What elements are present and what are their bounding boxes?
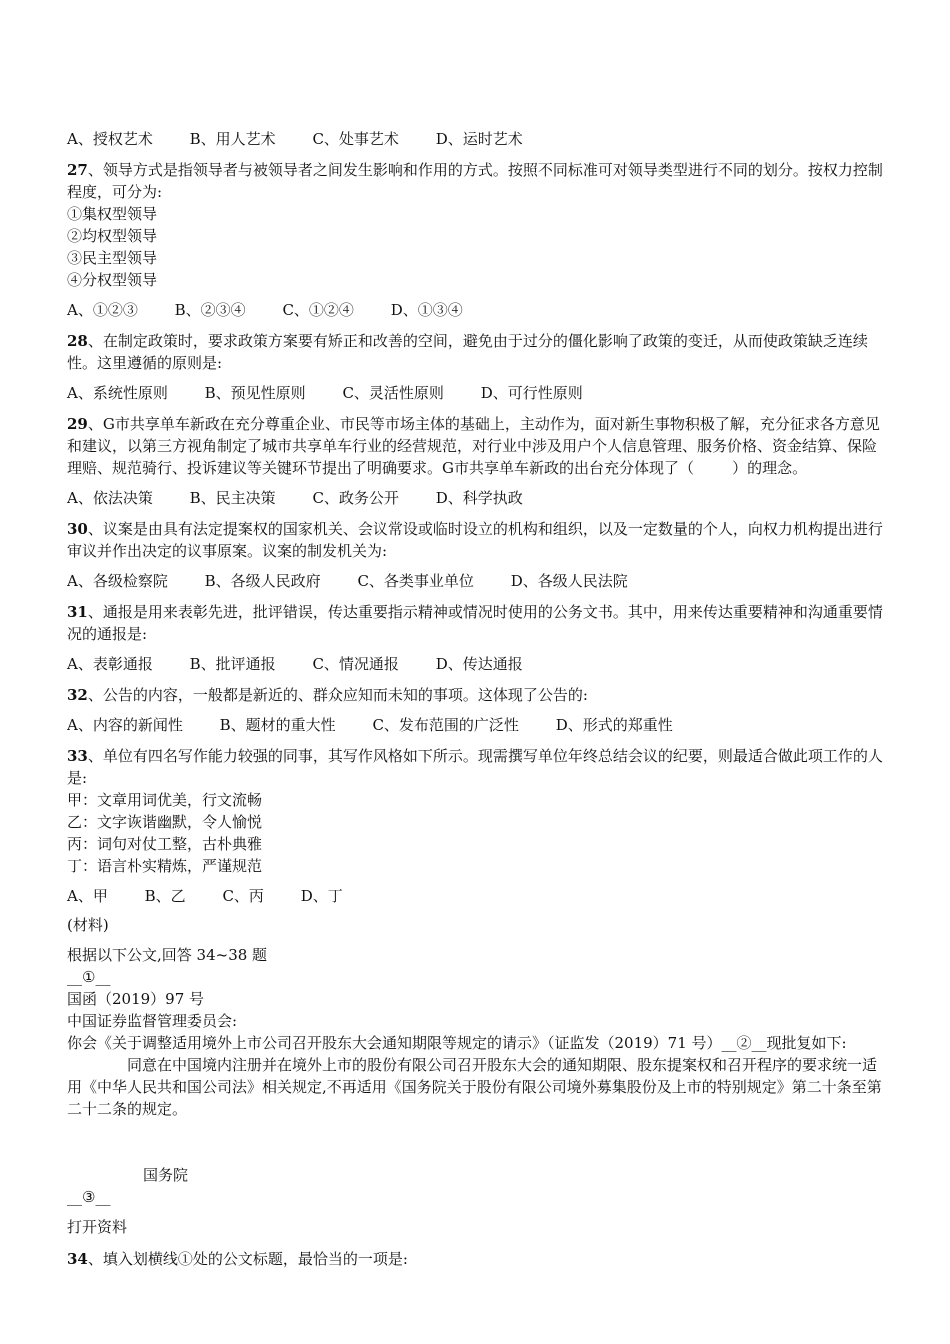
material-label: (材料) <box>67 916 109 934</box>
q31-options <box>67 653 887 674</box>
q34-number: 34 <box>67 1250 88 1268</box>
q29-option-c[interactable]: C、政务公开 <box>312 489 399 507</box>
q33-options <box>67 885 887 906</box>
material-intro: 根据以下公文,回答 34~38 题 <box>67 946 268 964</box>
q28-option-c[interactable]: C、灵活性原则 <box>342 384 444 402</box>
q31-option-c[interactable]: C、情况通报 <box>312 655 399 673</box>
material-spacer <box>67 1120 887 1164</box>
material-body-2: 同意在中国境内注册并在境外上市的股份有限公司召开股东大会的通知期限、股东提案权和召开程序的要求统一适用《中华人民共和国公司法》相关规定,不再适用《国务院关于股份有限公司境外募集股份及上市的特别规定》第二十条至第二十二条的规定。 <box>67 1056 882 1118</box>
q26-option-d[interactable]: D、运时艺术 <box>435 130 523 148</box>
material-recipient: 中国证券监督管理委员会: <box>67 1012 238 1030</box>
q28-options <box>67 382 887 403</box>
q33-number: 33 <box>67 747 88 765</box>
q33-option-a[interactable]: A、甲 <box>67 887 108 905</box>
open-material-link[interactable]: 打开资料 <box>67 1218 128 1236</box>
q26-option-c[interactable]: C、处事艺术 <box>312 130 399 148</box>
q28-text: 、在制定政策时，要求政策方案要有矫正和改善的空间，避免由于过分的僵化影响了政策的变迁，从而使政策缺乏连续性。这里遵循的原则是: <box>67 332 868 372</box>
q31-option-b[interactable]: B、批评通报 <box>189 655 276 673</box>
q27-item-3: ③民主型领导 <box>67 249 158 267</box>
q30-option-b[interactable]: B、各级人民政府 <box>204 572 321 590</box>
q32-options <box>67 714 887 735</box>
q28-question <box>67 330 887 374</box>
q29-options <box>67 487 887 508</box>
q27-item-4: ④分权型领导 <box>67 271 158 289</box>
q32-option-b[interactable]: B、题材的重大性 <box>219 716 336 734</box>
q30-option-c[interactable]: C、各类事业单位 <box>357 572 474 590</box>
q27-option-b[interactable]: B、②③④ <box>174 301 246 319</box>
q30-text: 、议案是由具有法定提案权的国家机关、会议常设或临时设立的机构和组织，以及一定数量的个人，向权力机构提出进行审议并作出决定的议事原案。议案的制发机关为: <box>67 520 883 560</box>
q30-option-a[interactable]: A、各级检察院 <box>67 572 168 590</box>
q27-options <box>67 299 887 320</box>
q26-options <box>67 128 887 149</box>
q30-question <box>67 518 887 562</box>
q33-item-4: 丁：语言朴实精炼，严谨规范 <box>67 857 263 875</box>
q27-option-a[interactable]: A、①②③ <box>67 301 138 319</box>
q28-option-b[interactable]: B、预见性原则 <box>204 384 306 402</box>
q31-option-a[interactable]: A、表彰通报 <box>67 655 153 673</box>
material-signature: 国务院 <box>143 1166 189 1184</box>
q30-number: 30 <box>67 520 88 538</box>
material-doc-number: 国函（2019）97 号 <box>67 990 205 1008</box>
q33-option-b[interactable]: B、乙 <box>144 887 186 905</box>
q27-question <box>67 159 887 203</box>
material-blank-1: __①__ <box>67 968 111 986</box>
q27-option-d[interactable]: D、①③④ <box>390 301 463 319</box>
q31-text: 、通报是用来表彰先进，批评错误，传达重要指示精神或情况时使用的公务文书。其中，用来传达重要精神和沟通重要情况的通报是: <box>67 603 883 643</box>
q29-text: 、G市共享单车新政在充分尊重企业、市民等市场主体的基础上，主动作为，面对新生事物积极了解，充分征求各方意见和建议，以第三方视角制定了城市共享单车行业的经营规范，对行业中涉及用户个人信息管理、服务价格、资金结算、保险理赔、规范骑行、投诉建议等关键环节提出了明确要求。G市共享单车新政的出台充分体现了（ ）的理念。 <box>67 415 880 477</box>
q29-question <box>67 413 887 479</box>
q33-question <box>67 745 887 789</box>
exam-page <box>67 128 887 1270</box>
q33-option-d[interactable]: D、丁 <box>300 887 343 905</box>
q31-number: 31 <box>67 603 88 621</box>
q32-option-a[interactable]: A、内容的新闻性 <box>67 716 183 734</box>
q28-option-d[interactable]: D、可行性原则 <box>480 384 583 402</box>
q33-option-c[interactable]: C、丙 <box>222 887 264 905</box>
q33-item-1: 甲：文章用词优美，行文流畅 <box>67 791 263 809</box>
q31-question <box>67 601 887 645</box>
q30-options <box>67 570 887 591</box>
q26-option-b[interactable]: B、用人艺术 <box>189 130 276 148</box>
q28-number: 28 <box>67 332 88 350</box>
q27-item-2: ②均权型领导 <box>67 227 158 245</box>
q29-option-d[interactable]: D、科学执政 <box>435 489 523 507</box>
q29-option-a[interactable]: A、依法决策 <box>67 489 153 507</box>
q30-option-d[interactable]: D、各级人民法院 <box>510 572 628 590</box>
material-blank-3: __③__ <box>67 1188 111 1206</box>
q27-item-1: ①集权型领导 <box>67 205 158 223</box>
q33-item-3: 丙：词句对仗工整，古朴典雅 <box>67 835 263 853</box>
q33-text: 、单位有四名写作能力较强的同事，其写作风格如下所示。现需撰写单位年终总结会议的纪要，则最适合做此项工作的人是: <box>67 747 883 787</box>
q31-option-d[interactable]: D、传达通报 <box>435 655 523 673</box>
q27-text: 、领导方式是指领导者与被领导者之间发生影响和作用的方式。按照不同标准可对领导类型进行不同的划分。按权力控制程度，可分为: <box>67 161 883 201</box>
q32-number: 32 <box>67 686 88 704</box>
material-body-1: 你会《关于调整适用境外上市公司召开股东大会通知期限等规定的请示》（证监发（2019）71 号）__②__现批复如下: <box>67 1034 847 1052</box>
q33-item-2: 乙：文字诙谐幽默，令人愉悦 <box>67 813 263 831</box>
q32-text: 、公告的内容，一般都是新近的、群众应知而未知的事项。这体现了公告的: <box>87 686 588 704</box>
q27-option-c[interactable]: C、①②④ <box>282 301 354 319</box>
q28-option-a[interactable]: A、系统性原则 <box>67 384 168 402</box>
q32-option-c[interactable]: C、发布范围的广泛性 <box>372 716 519 734</box>
q34-question <box>67 1248 887 1270</box>
q32-option-d[interactable]: D、形式的郑重性 <box>555 716 673 734</box>
q34-text: 、填入划横线①处的公文标题，最恰当的一项是: <box>87 1250 408 1268</box>
q29-option-b[interactable]: B、民主决策 <box>189 489 276 507</box>
q32-question <box>67 684 887 706</box>
q26-option-a[interactable]: A、授权艺术 <box>67 130 153 148</box>
q29-number: 29 <box>67 415 88 433</box>
q27-number: 27 <box>67 161 88 179</box>
